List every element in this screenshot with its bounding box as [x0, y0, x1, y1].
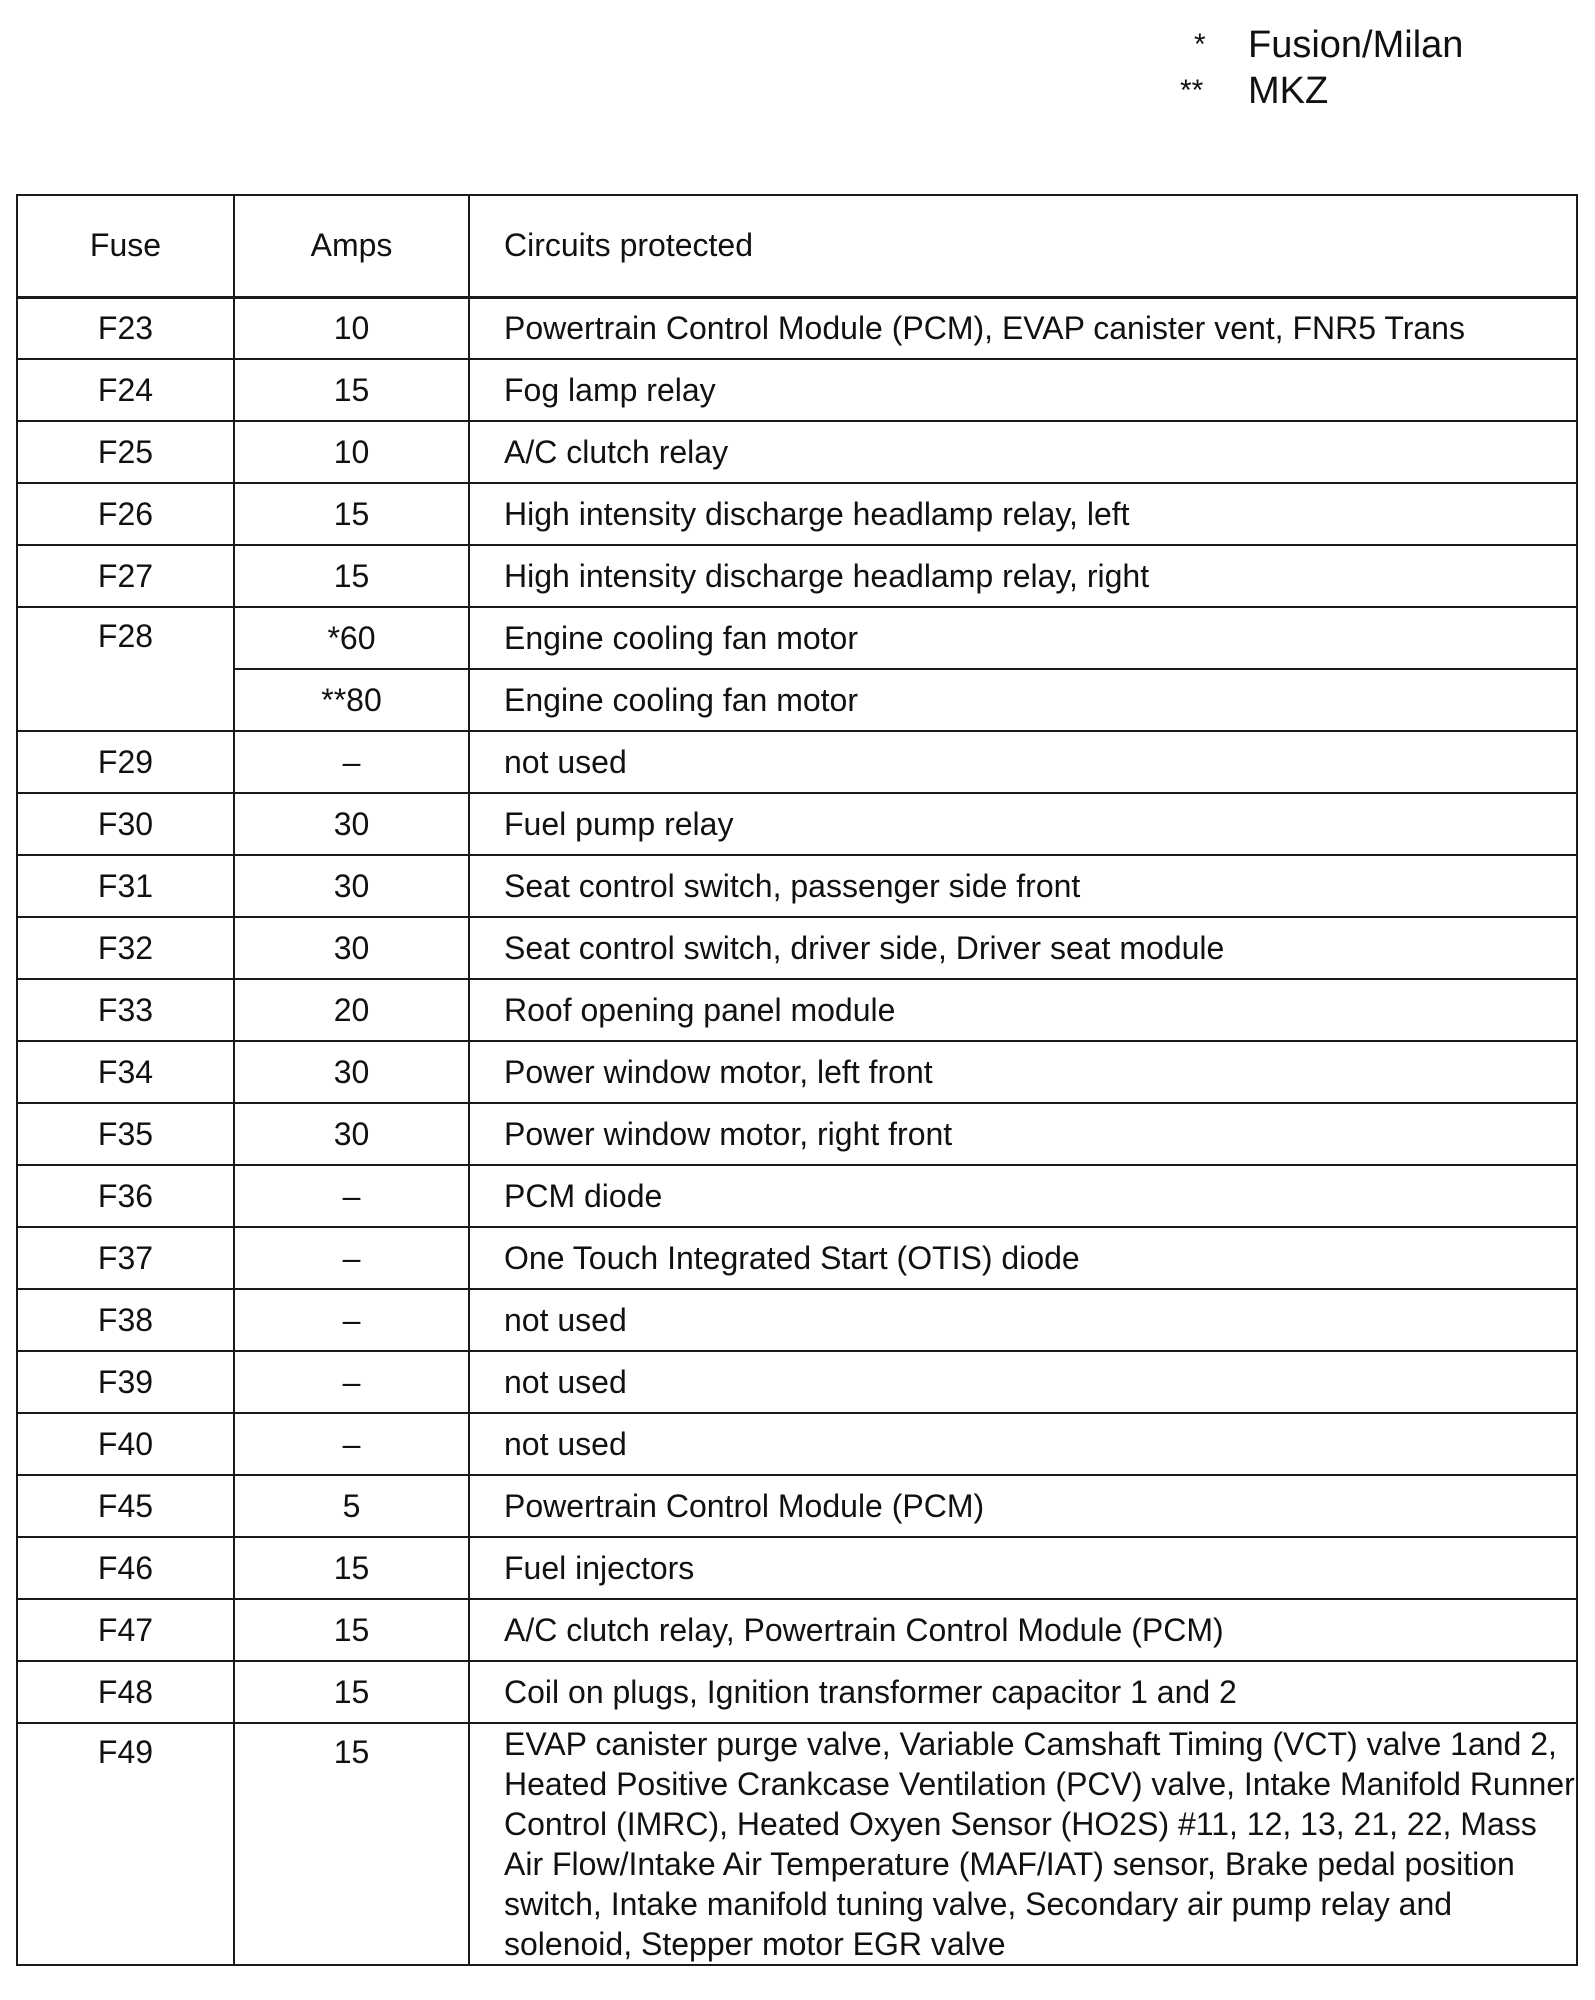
fuse-cell: F38: [17, 1289, 234, 1351]
table-row: [17, 1723, 1577, 1965]
table-row: [17, 1413, 1577, 1475]
amps-cell: –: [234, 731, 469, 793]
fuse-cell: F39: [17, 1351, 234, 1413]
table-row: [17, 1475, 1577, 1537]
amps-cell: 15: [234, 1723, 469, 1965]
circuits-cell: Fuel pump relay: [469, 793, 1577, 855]
circuits-cell: Engine cooling fan motor: [469, 669, 1577, 731]
amps-cell: 30: [234, 855, 469, 917]
amps-cell: 15: [234, 545, 469, 607]
circuits-cell: Seat control switch, passenger side front: [469, 855, 1577, 917]
circuits-cell: Seat control switch, driver side, Driver seat module: [469, 917, 1577, 979]
fuse-cell: F48: [17, 1661, 234, 1723]
fuse-cell: F34: [17, 1041, 234, 1103]
fuse-cell: F35: [17, 1103, 234, 1165]
table-row: [17, 1165, 1577, 1227]
circuits-cell: not used: [469, 1289, 1577, 1351]
fuse-cell: F31: [17, 855, 234, 917]
amps-cell: **80: [234, 669, 469, 731]
amps-cell: –: [234, 1289, 469, 1351]
header-fuse: Fuse: [17, 195, 234, 297]
fuse-table: [16, 194, 1578, 1966]
table-row: [17, 979, 1577, 1041]
amps-cell: 15: [234, 483, 469, 545]
legend-text: Fusion/Milan: [1248, 24, 1464, 66]
circuits-cell: A/C clutch relay, Powertrain Control Module (PCM): [469, 1599, 1577, 1661]
circuits-cell: High intensity discharge headlamp relay, right: [469, 545, 1577, 607]
amps-cell: –: [234, 1165, 469, 1227]
table-row: [17, 855, 1577, 917]
amps-cell: –: [234, 1413, 469, 1475]
table-row: [17, 1227, 1577, 1289]
table-row: [17, 1537, 1577, 1599]
fuse-cell: F23: [17, 297, 234, 359]
amps-cell: 15: [234, 1661, 469, 1723]
circuits-cell: PCM diode: [469, 1165, 1577, 1227]
circuits-cell: EVAP canister purge valve, Variable Camshaft Timing (VCT) valve 1and 2, Heated Positive Crankcase Ventilation (PCV) valve, Intake Manifold Runner Control (IMRC), Heated Oxyen Sensor (HO2S) #11, 12, 13, 21, 22, Mass Air Flow/Intake Air Temperature (MAF/IAT) sensor, Brake pedal position switch, Intake manifold tuning valve, Secondary air pump relay and solenoid, Stepper motor EGR valve: [469, 1723, 1577, 1965]
circuits-cell: not used: [469, 731, 1577, 793]
table-row: [17, 607, 1577, 669]
legend-row-fusion: [1180, 22, 1463, 68]
table-row: [17, 669, 1577, 731]
fuse-cell: F25: [17, 421, 234, 483]
circuits-cell: Powertrain Control Module (PCM), EVAP canister vent, FNR5 Trans: [469, 297, 1577, 359]
table-row: [17, 297, 1577, 359]
table-row: [17, 421, 1577, 483]
table-row: [17, 731, 1577, 793]
legend-mark: *: [1194, 28, 1206, 61]
circuits-cell: Coil on plugs, Ignition transformer capacitor 1 and 2: [469, 1661, 1577, 1723]
fuse-cell: F28: [17, 607, 234, 731]
circuits-cell: Fuel injectors: [469, 1537, 1577, 1599]
fuse-cell: F32: [17, 917, 234, 979]
circuits-cell: High intensity discharge headlamp relay, left: [469, 483, 1577, 545]
amps-cell: 30: [234, 1103, 469, 1165]
table-row: [17, 1351, 1577, 1413]
header-circuits: Circuits protected: [469, 195, 1577, 297]
table-row: [17, 359, 1577, 421]
fuse-cell: F36: [17, 1165, 234, 1227]
amps-cell: –: [234, 1227, 469, 1289]
legend-mark: **: [1180, 74, 1204, 107]
fuse-cell: F30: [17, 793, 234, 855]
circuits-cell: One Touch Integrated Start (OTIS) diode: [469, 1227, 1577, 1289]
amps-cell: 15: [234, 359, 469, 421]
table-header-row: [17, 195, 1577, 297]
table-row: [17, 1041, 1577, 1103]
fuse-cell: F27: [17, 545, 234, 607]
fuse-cell: F29: [17, 731, 234, 793]
fuse-cell: F49: [17, 1723, 234, 1965]
fuse-cell: F46: [17, 1537, 234, 1599]
circuits-cell: Engine cooling fan motor: [469, 607, 1577, 669]
legend-text: MKZ: [1248, 70, 1329, 112]
table-row: [17, 1289, 1577, 1351]
fuse-cell: F33: [17, 979, 234, 1041]
amps-cell: 10: [234, 421, 469, 483]
amps-cell: 10: [234, 297, 469, 359]
table-row: [17, 793, 1577, 855]
amps-cell: 15: [234, 1599, 469, 1661]
amps-cell: 5: [234, 1475, 469, 1537]
amps-cell: *60: [234, 607, 469, 669]
legend-row-mkz: [1180, 68, 1463, 114]
circuits-cell: Roof opening panel module: [469, 979, 1577, 1041]
fuse-cell: F24: [17, 359, 234, 421]
table-row: [17, 1599, 1577, 1661]
amps-cell: –: [234, 1351, 469, 1413]
table-row: [17, 917, 1577, 979]
fuse-cell: F45: [17, 1475, 234, 1537]
amps-cell: 20: [234, 979, 469, 1041]
circuits-cell: Power window motor, right front: [469, 1103, 1577, 1165]
amps-cell: 30: [234, 917, 469, 979]
fuse-cell: F47: [17, 1599, 234, 1661]
circuits-cell: A/C clutch relay: [469, 421, 1577, 483]
amps-cell: 30: [234, 1041, 469, 1103]
circuits-cell: Fog lamp relay: [469, 359, 1577, 421]
table-row: [17, 483, 1577, 545]
fuse-cell: F26: [17, 483, 234, 545]
fuse-cell: F40: [17, 1413, 234, 1475]
legend: [1180, 22, 1463, 114]
header-amps: Amps: [234, 195, 469, 297]
amps-cell: 30: [234, 793, 469, 855]
circuits-cell: Power window motor, left front: [469, 1041, 1577, 1103]
circuits-cell: not used: [469, 1351, 1577, 1413]
amps-cell: 15: [234, 1537, 469, 1599]
table-row: [17, 1103, 1577, 1165]
table-row: [17, 545, 1577, 607]
fuse-cell: F37: [17, 1227, 234, 1289]
circuits-cell: not used: [469, 1413, 1577, 1475]
table-row: [17, 1661, 1577, 1723]
circuits-cell: Powertrain Control Module (PCM): [469, 1475, 1577, 1537]
